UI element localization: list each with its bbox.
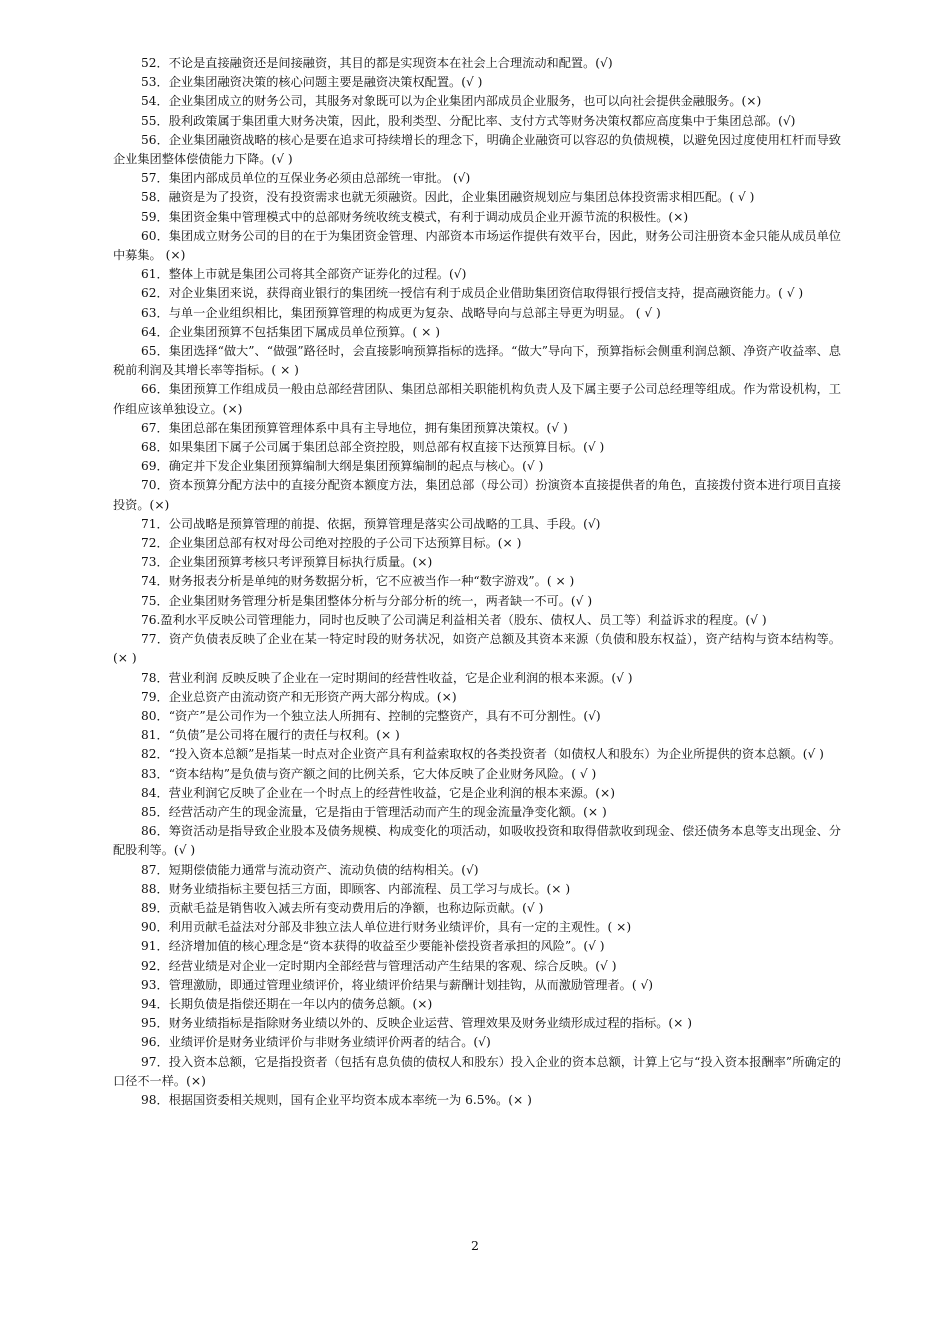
question-item: 92．经营业绩是对企业一定时期内全部经营与管理活动产生结果的客观、综合反映。(√ ): [141, 958, 617, 973]
question-item: 66．集团预算工作组成员一般由总部经营团队、集团总部相关职能机构负责人及下属主要子公司总经理等组成。作为常设机构，工作组应该单独设立。(×): [113, 382, 841, 416]
question-item: 73．企业集团预算考核只考评预算目标执行质量。(×): [141, 555, 433, 570]
question-item: 89．贡献毛益是销售收入减去所有变动费用后的净额，也称边际贡献。(√ ): [141, 900, 544, 915]
question-list: [113, 54, 841, 1110]
question-item: 53．企业集团融资决策的核心问题主要是融资决策权配置。(√ ): [141, 75, 483, 90]
question-item: 98．根据国资委相关规则，国有企业平均资本成本率统一为 6.5%。(× ): [141, 1092, 532, 1107]
question-item: 69．确定并下发企业集团预算编制大纲是集团预算编制的起点与核心。(√ ): [141, 459, 544, 474]
question-item: 80．“资产”是公司作为一个独立法人所拥有、控制的完整资产，具有不可分割性。(√): [141, 708, 601, 723]
question-item: 67．集团总部在集团预算管理体系中具有主导地位，拥有集团预算决策权。(√ ): [141, 420, 568, 435]
question-item: 85．经营活动产生的现金流量，它是指由于管理活动而产生的现金流量净变化额。(× ): [141, 804, 607, 819]
question-item: 75．企业集团财务管理分析是集团整体分析与分部分析的统一，两者缺一不可。(√ ): [141, 593, 593, 608]
question-item: 82．“投入资本总额”是指某一时点对企业资产具有利益索取权的各类投资者（如债权人和股东）为企业所提供的资本总额。(√ ): [141, 747, 824, 762]
question-item: 56．企业集团融资战略的核心是要在追求可持续增长的理念下，明确企业融资可以容忍的负债规模，以避免因过度使用杠杆而导致企业集团整体偿债能力下降。(√ ): [113, 132, 841, 167]
question-item: 88．财务业绩指标主要包括三方面，即顾客、内部流程、员工学习与成长。(× ): [141, 881, 571, 896]
question-item: 83．“资本结构”是负债与资产额之间的比例关系，它大体反映了企业财务风险。( √ ): [141, 766, 597, 781]
question-item: 64．企业集团预算不包括集团下属成员单位预算。( × ): [141, 324, 440, 339]
question-item: 91．经济增加值的核心理念是“资本获得的收益至少要能补偿投资者承担的风险”。(√ ): [141, 939, 605, 954]
question-item: 78．营业利润 反映反映了企业在一定时期间的经营性收益，它是企业利润的根本来源。(√ ): [141, 670, 633, 685]
question-item: 55．股利政策属于集团重大财务决策，因此，股利类型、分配比率、支付方式等财务决策权都应高度集中于集团总部。(√): [141, 113, 796, 128]
question-item: 97．投入资本总额，它是指投资者（包括有息负债的债权人和股东）投入企业的资本总额，计算上它与“投入资本报酬率”所确定的口径不一样。(×): [113, 1054, 841, 1088]
question-item: 77．资产负债表反映了企业在某一特定时段的财务状况，如资产总额及其资本来源（负债和股东权益），资产结构与资本结构等。(× ): [113, 632, 841, 666]
page-number: 2: [471, 1238, 479, 1253]
question-item: 95．财务业绩指标是指除财务业绩以外的、反映企业运营、管理效果及财务业绩形成过程的指标。(× ): [141, 1016, 693, 1031]
question-item: 52．不论是直接融资还是间接融资，其目的都是实现资本在社会上合理流动和配置。(√): [141, 56, 613, 70]
question-item: 86．筹资活动是指导致企业股本及债务规模、构成变化的项活动，如吸收投资和取得借款收到现金、偿还债务本息等支出现金、分配股利等。(√ ): [113, 824, 841, 858]
question-item: 63．与单一企业组织相比，集团预算管理的构成更为复杂、战略导向与总部主导更为明显。 ( √ ): [141, 305, 661, 320]
question-item: 70．资本预算分配方法中的直接分配资本额度方法，集团总部（母公司）扮演资本直接提供者的角色，直接拨付资本进行项目直接投资。(×): [113, 478, 841, 512]
question-item: 90．利用贡献毛益法对分部及非独立法人单位进行财务业绩评价，具有一定的主观性。( ×): [141, 920, 632, 935]
question-item: 58．融资是为了投资，没有投资需求也就无须融资。因此，企业集团融资规划应与集团总体投资需求相匹配。( √ ): [141, 190, 755, 205]
question-item: 54．企业集团成立的财务公司，其服务对象既可以为企业集团内部成员企业服务，也可以向社会提供金融服务。(×): [141, 94, 762, 109]
question-item: 96．业绩评价是财务业绩评价与非财务业绩评价两者的结合。(√): [141, 1035, 491, 1050]
question-item: 60．集团成立财务公司的目的在于为集团资金管理、内部资本市场运作提供有效平台，因此，财务公司注册资本金只能从成员单位中募集。 (×): [113, 228, 841, 263]
question-item: 61．整体上市就是集团公司将其全部资产证券化的过程。(√): [141, 267, 467, 282]
question-item: 79．企业总资产由流动资产和无形资产两大部分构成。(×): [141, 689, 457, 704]
question-item: 59．集团资金集中管理模式中的总部财务统收统支模式，有利于调动成员企业开源节流的积极性。(×): [141, 209, 689, 224]
question-item: 87．短期偿债能力通常与流动资产、流动负债的结构相关。(√): [141, 862, 479, 877]
question-item: 74．财务报表分析是单纯的财务数据分析，它不应被当作一种“数字游戏”。( × ): [141, 574, 575, 589]
question-item: 72．企业集团总部有权对母公司绝对控股的子公司下达预算目标。(× ): [141, 536, 522, 551]
question-item: 57．集团内部成员单位的互保业务必须由总部统一审批。 (√): [141, 171, 471, 186]
question-item: 94．长期负债是指偿还期在一年以内的债务总额。(×): [141, 996, 433, 1011]
question-item: 68．如果集团下属子公司属于集团总部全资控股，则总部有权直接下达预算目标。(√ ): [141, 440, 605, 455]
question-item: 81．“负债”是公司将在履行的责任与权利。(× ): [141, 728, 400, 743]
question-item: 65．集团选择“做大”、“做强”路径时，会直接影响预算指标的选择。“做大”导向下，预算指标会侧重利润总额、净资产收益率、息税前利润及其增长率等指标。( × ): [113, 344, 841, 378]
question-item: 62．对企业集团来说，获得商业银行的集团统一授信有利于成员企业借助集团资信取得银行授信支持，提高融资能力。( √ ): [141, 286, 804, 301]
question-item: 84．营业利润它反映了企业在一个时点上的经营性收益，它是企业利润的根本来源。(×): [141, 785, 616, 800]
question-item: 93．管理激励，即通过管理业绩评价，将业绩评价结果与薪酬计划挂钩，从而激励管理者。( √): [141, 977, 654, 992]
question-item: 76.盈利水平反映公司管理能力，同时也反映了公司满足利益相关者（股东、债权人、员工等）利益诉求的程度。(√ ): [141, 612, 767, 627]
question-item: 71．公司战略是预算管理的前提、依据，预算管理是落实公司战略的工具、手段。(√): [141, 516, 601, 531]
